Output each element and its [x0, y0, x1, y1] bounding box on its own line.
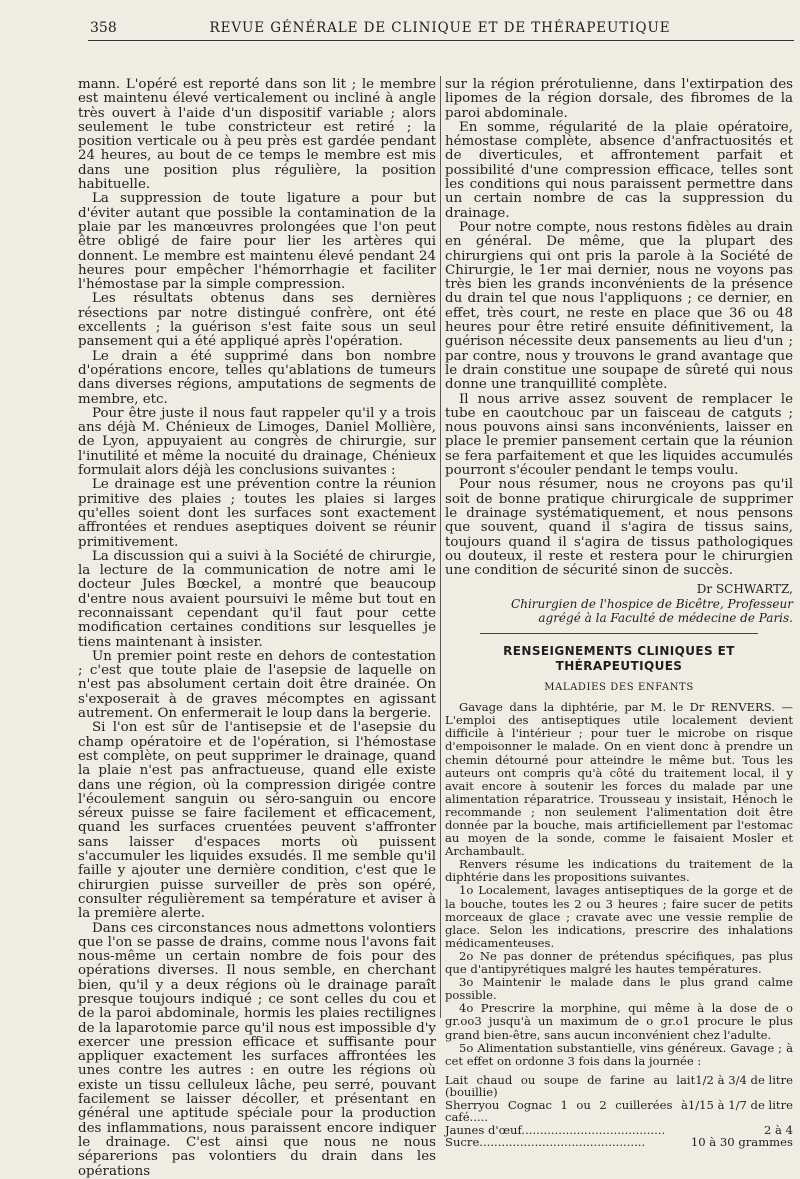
paragraph: Il nous arrive assez souvent de remplacer le tube en caoutchouc par un faisceau de catguts ; nous pouvons ainsi sans inconvénients, laisser en place le premier pansement certain que la réunion se fera parfaitement et que les liquides accumulés pourront s'écouler pendant le temps voulu. [445, 391, 793, 479]
running-title: REVUE GÉNÉRALE DE CLINIQUE ET DE THÉRAPEUTIQUE [209, 20, 671, 36]
paragraph: mann. L'opéré est reporté dans son lit ; le membre est maintenu élevé verticalement ou incliné à angle très ouvert à l'aide d'un dispositif variable ; alors seulement le tube constricteur est retiré ; la position verticale ou à peu près est gardée pendant 24 heures, au bout de ce temps le membre est mis dans une position plus régulière, la position habituelle. [78, 77, 436, 193]
section-divider [480, 633, 758, 634]
paragraph: 4o Prescrire la morphine, qui même à la dose de o gr.oo3 jusqu'à un maximum de o gr.o1 procure le plus grand bien-être, sans aucun inconvénient chez l'adulte. [445, 1001, 793, 1042]
paragraph: 1o Localement, lavages antiseptiques de la gorge et de la bouche, toutes les 2 ou 3 heures ; faire sucer de petits morceaux de glace ; cravate avec une vessie remplie de glace. Selon les indications, prescrire des inhalations médicamenteuses. [445, 883, 793, 950]
paragraph: 2o Ne pas donner de prétendus spécifiques, pas plus que d'antipyrétiques malgré les hautes températures. [445, 948, 793, 977]
author-signature [445, 582, 793, 625]
diet-row: Sucre............................................. 10 à 30 grammes [445, 1135, 793, 1150]
paragraph: 5o Alimentation substantielle, vins généreux. Gavage ; à cet effet on ordonne 3 fois dans la journée : [445, 1040, 793, 1068]
running-header [0, 16, 800, 42]
paragraph: Le drainage est une prévention contre la réunion primitive des plaies ; toutes les plaies si larges qu'elles soient dont les surfaces sont exactement affrontées et rendues aseptiques doivent se réunir primitivement. [78, 477, 436, 550]
paragraph: Un premier point reste en dehors de contestation ; c'est que toute plaie de l'asepsie de laquelle on n'est pas absolument certain doit être drainée. On s'exposerait à de graves mécomptes en agissant autrement. On enfermerait le loup dans la bergerie. [78, 648, 436, 722]
paragraph: sur la région prérotulienne, dans l'extirpation des lipomes de la région dorsale, des fibromes de la paroi abdominale. [445, 77, 793, 121]
paragraph: Le drain a été supprimé dans bon nombre d'opérations encore, telles qu'ablations de tumeurs dans diverses régions, amputations de segments de membre, etc. [78, 348, 436, 407]
paragraph: Pour être juste il nous faut rappeler qu'il y a trois ans déjà M. Chénieux de Limoges, Daniel Mollière, de Lyon, appuyaient au congrès de chirurgie, sur l'inutilité et même la nocuité du drainage, Chénieux formulait alors déjà les conclusions suivantes : [78, 405, 436, 479]
column-divider [440, 76, 441, 1018]
page-number: 358 [90, 20, 117, 36]
paragraph: En somme, régularité de la plaie opératoire, hémostase complète, absence d'anfractuosités et de diverticules, et affrontement parfait et possibilité d'une compression efficace, telles sont les conditions qui nous paraissent permettre dans un certain nombre de cas la suppression du drainage. [445, 119, 793, 221]
diet-row: Jaunes d'œuf....................................... 2 à 4 [445, 1122, 793, 1137]
paragraph: La discussion qui a suivi à la Société de chirurgie, la lecture de la communication de notre ami le docteur Jules Bœckel, a montré que beaucoup d'entre nous avaient poursuivi le même but tout en reconnaissant cependant qu'il faut pour cette modification certaines conditions sur lesquelles je tiens maintenant à insister. [78, 548, 436, 650]
subsection-title: MALADIES DES ENFANTS [544, 681, 694, 693]
paragraph: Pour notre compte, nous restons fidèles au drain en général. De même, que la plupart des chirurgiens qui ont pris la parole à la Société de Chirurgie, le 1er mai dernier, nous ne voyons pas très bien les grands inconvénients de la présence du drain tel que nous l'appliquons ; ce dernier, en effet, très court, ne reste en place que 36 ou 48 heures pour être retiré ensuite définitivement, la guérison nécessite deux pansements au lieu d'un ; par contre, nous y trouvons le grand avantage que le drain constitue une soupape de sûreté qui nous donne une tranquillité complète. [445, 219, 793, 393]
paragraph: Dans ces circonstances nous admettons volontiers que l'on se passe de drains, comme nous l'avons fait nous-même un certain nombre de fois pour des opérations diverses. Il nous semble, en cherchant bien, qu'il y a deux régions où le drainage paraît presque toujours indiqué ; ce sont celles du cou et de la paroi abdominale, hormis les plaies rectilignes de la laparotomie parce qu'il nous est impossible d'y exercer une pression efficace et suffisante pour appliquer exactement les surfaces affrontées les unes contre les autres : en outre les régions où existe un tissu celluleux lâche, peu serré, pouvant facilement se laisser décoller, et présentant en général une aptitude spéciale pour la production des inflammations, nous paraissent encore indiquer le drainage. C'est ainsi que nous ne nous séparerions pas volontiers du drain dans les opérations [78, 920, 436, 1179]
right-column [445, 78, 793, 1149]
author-title-line-1: Chirurgien de l'hospice de Bicêtre, Professeur [511, 596, 793, 611]
diet-row: Sherryou Cognac 1 ou 2 cuillerées à café..... 1/15 à 1/7 de litre [445, 1097, 793, 1125]
diet-row: Lait chaud ou soupe de farine au lait (bouillie) 1/2 à 3/4 de litre [445, 1072, 793, 1100]
clinical-notes [445, 701, 793, 1068]
header-rule [88, 40, 794, 41]
paragraph: La suppression de toute ligature a pour but d'éviter autant que possible la contamination de la plaie par les manœuvres prolongées que l'on peut être obligé de faire pour lier les artères qui donnent. Le membre est maintenu élevé pendant 24 heures pour empêcher l'hémorrhagie et faciliter l'hémostase par la simple compression. [78, 191, 436, 293]
paragraph: Si l'on est sûr de l'antisepsie et de l'asepsie du champ opératoire et de l'opération, si l'hémostase est complète, on peut supprimer le drainage, quand la plaie n'est pas anfractueuse, quand elle existe dans une région, où la compression dirigée contre l'écoulement sanguin ou séro-sanguin ou encore séreux puisse se faire facilement et efficacement, quand les surfaces cruentées peuvent s'affronter sans laisser d'espaces morts où puissent s'accumuler les liquides exsudés. Il me semble qu'il faille y ajouter une dernière condition, c'est que le chirurgien puisse surveiller de près son opéré, consulter régulièrement sa température et aviser à la première alerte. [78, 720, 436, 922]
section-title: RENSEIGNEMENTS CLINIQUES ET THÉRAPEUTIQUES [503, 644, 735, 673]
paragraph: 3o Maintenir le malade dans le plus grand calme possible. [445, 975, 793, 1003]
author-name: Dr SCHWARTZ, [696, 582, 793, 597]
paragraph: Renvers résume les indications du traitement de la diphtérie dans les propositions suivantes. [445, 857, 793, 885]
paragraph: Gavage dans la diphtérie, par M. le Dr RENVERS. — L'emploi des antiseptiques utile localement devient difficile à l'intérieur ; pour tuer le microbe on risque d'empoisonner le malade. On en vient donc à prendre un chemin détourné pour atteindre le même but. Tous les auteurs ont compris qu'à côté du traitement local, il y avait encore à soutenir les forces du malade par une alimentation réparatrice. Trousseau y insistait, Hénoch le recommande ; non seulement l'alimentation doit être donnée par la bouche, mais artificiellement par l'estomac au moyen de la sonde, comme le faisaient Mosler et Archambault. [445, 700, 793, 859]
left-column [78, 78, 436, 1179]
paragraph: Les résultats obtenus dans ses dernières résections par notre distingué confrère, ont été excellents ; la guérison s'est faite sous un seul pansement qui a été appliqué après l'opération. [78, 291, 436, 350]
diet-table [445, 1074, 793, 1149]
paragraph: Pour nous résumer, nous ne croyons pas qu'il soit de bonne pratique chirurgicale de supprimer le drainage systématiquement, et nous pensons que souvent, quand il s'agira de tissus sains, toujours quand il s'agira de tissus pathologiques ou douteux, il reste et restera pour le chirurgien une condition de sécurité sinon de succès. [445, 477, 793, 579]
author-title-line-2: agrégé à la Faculté de médecine de Paris. [538, 610, 793, 625]
